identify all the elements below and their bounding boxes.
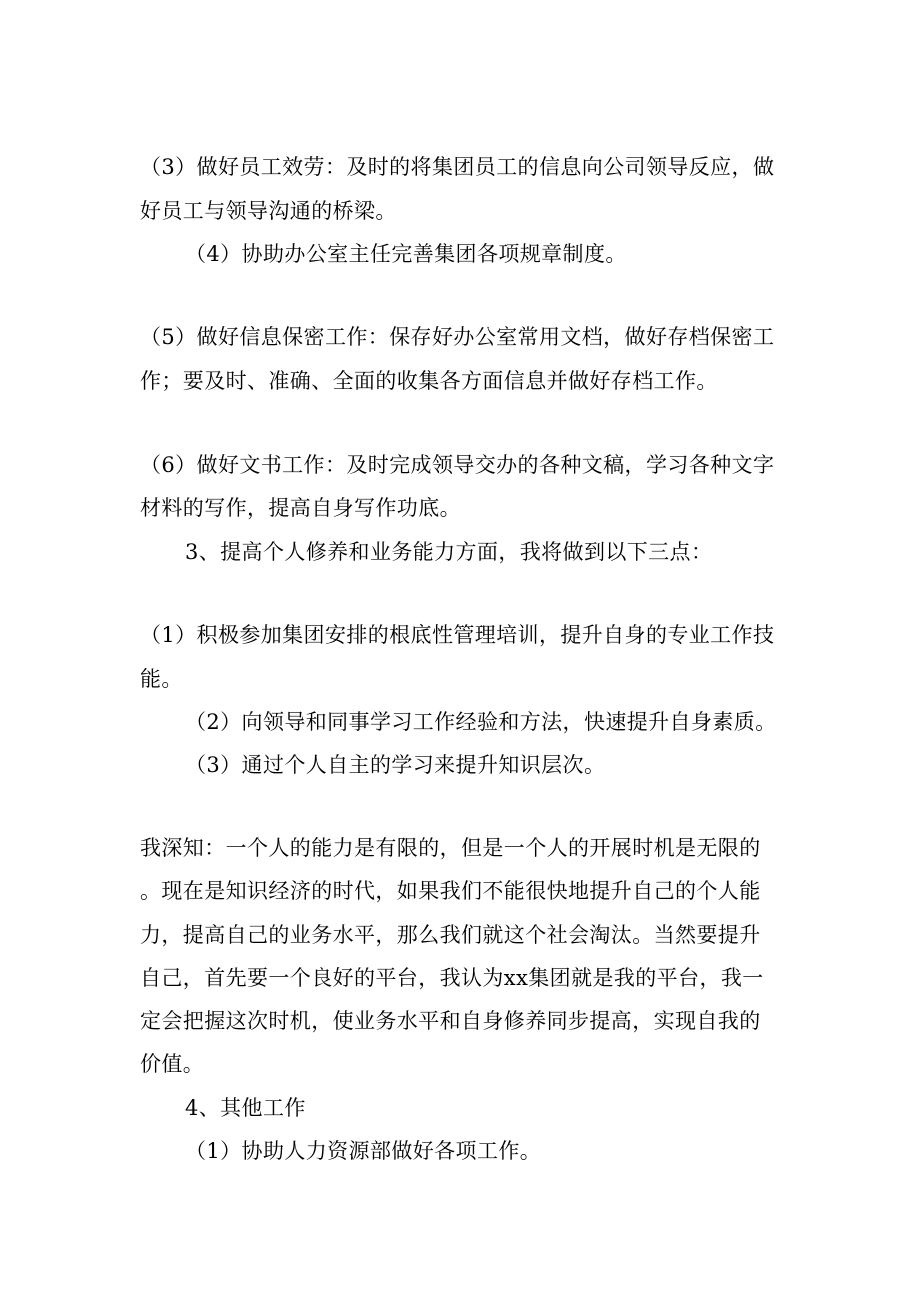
item-3: （3）通过个人自主的学习来提升知识层次。 [185,753,606,777]
section-3-heading: 3、提高个人修养和业务能力方面，我将做到以下三点： [185,540,713,564]
section-4-item-1: （1）协助人力资源部做好各项工作。 [185,1139,542,1163]
reflection-line-5: 定会把握这次时机，使业务水平和自身修养同步提高，实现自我的 [140,1009,761,1033]
reflection-line-1: 我深知：一个人的能力是有限的，但是一个人的开展时机是无限的 [140,836,761,860]
item-2: （2）向领导和同事学习工作经验和方法，快速提升自身素质。 [185,710,777,734]
paragraph-5-line-2: 作；要及时、准确、全面的收集各方面信息并做好存档工作。 [140,369,718,393]
paragraph-6-line-1: （6）做好文书工作：及时完成领导交办的各种文稿，学习各种文字 [140,453,775,477]
paragraph-6-line-2: 材料的写作，提高自身写作功底。 [140,496,461,520]
paragraph-4: （4）协助办公室主任完善集团各项规章制度。 [185,242,627,266]
reflection-line-3: 力，提高自己的业务水平，那么我们就这个社会淘汰。当然要提升 [140,923,761,947]
item-1-line-1: （1）积极参加集团安排的根底性管理培训，提升自身的专业工作技 [140,623,775,647]
reflection-line-6: 价值。 [140,1052,205,1076]
paragraph-3-line-1: （3）做好员工效劳：及时的将集团员工的信息向公司领导反应，做 [140,155,775,179]
item-1-line-2: 能。 [140,667,183,691]
section-4-heading: 4、其他工作 [185,1096,306,1120]
reflection-line-2: 。现在是知识经济的时代，如果我们不能很快地提升自己的个人能 [140,879,761,903]
paragraph-3-line-2: 好员工与领导沟通的桥梁。 [140,199,397,223]
reflection-line-4: 自己，首先要一个良好的平台，我认为xx集团就是我的平台，我一 [140,966,764,990]
paragraph-5-line-1: （5）做好信息保密工作：保存好办公室常用文档，做好存档保密工 [140,325,775,349]
